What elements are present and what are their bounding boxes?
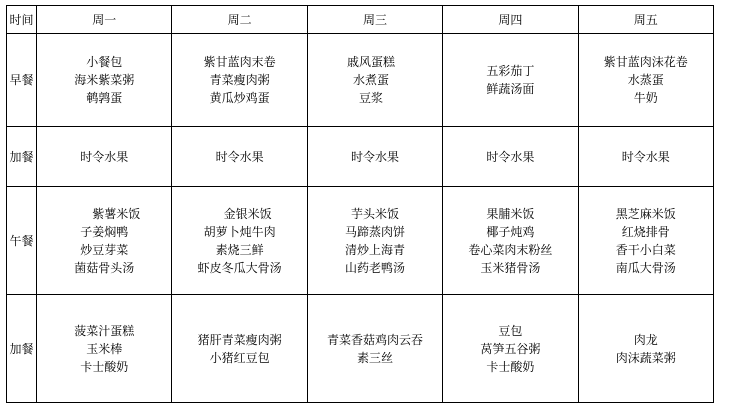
afternoon-snack-row — [7, 295, 714, 403]
menu-item: 卡士酸奶 — [80, 359, 129, 374]
menu-item: 豆浆 — [358, 91, 383, 105]
weekly-menu-table — [6, 5, 714, 403]
menu-items — [308, 205, 442, 277]
header-day: 周四 — [443, 6, 578, 34]
menu-cell — [37, 295, 172, 403]
menu-item: 莴笋五谷粥 — [480, 341, 541, 356]
menu-items — [579, 53, 713, 107]
menu-item: 金银米饭 — [223, 206, 272, 221]
menu-items — [37, 322, 171, 376]
menu-cell — [37, 187, 172, 295]
menu-items — [443, 322, 577, 376]
menu-item: 猪肝青菜瘦肉粥 — [197, 332, 282, 347]
menu-item: 胡萝卜炖牛肉 — [203, 224, 276, 239]
menu-item: 卷心菜肉末粉丝 — [468, 242, 553, 257]
menu-item: 炒豆芽菜 — [80, 242, 129, 257]
menu-item: 肉龙 — [633, 332, 658, 347]
menu-cell — [578, 127, 713, 187]
menu-cell — [172, 295, 307, 403]
menu-items — [579, 205, 713, 277]
menu-items — [443, 205, 577, 277]
header-row — [7, 6, 714, 34]
menu-item: 山药老鸭汤 — [344, 260, 405, 275]
menu-cell — [307, 34, 442, 127]
menu-items — [443, 62, 577, 98]
menu-item: 时令水果 — [621, 149, 670, 164]
menu-cell — [307, 295, 442, 403]
menu-item: 鲜蔬汤面 — [486, 82, 535, 96]
menu-items — [443, 148, 577, 166]
menu-cell — [37, 127, 172, 187]
menu-items — [172, 205, 306, 277]
header-day: 周一 — [37, 6, 172, 34]
menu-item: 小猪红豆包 — [209, 350, 270, 365]
menu-item: 卡士酸奶 — [486, 359, 535, 374]
menu-item: 芋头米饭 — [350, 206, 399, 221]
menu-item: 南瓜大骨汤 — [615, 260, 676, 275]
header-day: 周三 — [307, 6, 442, 34]
meal-label: 加餐 — [7, 295, 37, 403]
menu-cell — [172, 34, 307, 127]
menu-item: 时令水果 — [486, 149, 535, 164]
menu-item: 虾皮冬瓜大骨汤 — [197, 260, 282, 275]
menu-item: 红烧排骨 — [621, 224, 670, 239]
menu-cell — [578, 295, 713, 403]
menu-items — [308, 148, 442, 166]
menu-item: 香干小白菜 — [615, 242, 676, 257]
menu-item: 紫甘蓝肉沫花卷 — [603, 55, 688, 69]
menu-items — [308, 331, 442, 367]
morning-snack-row — [7, 127, 714, 187]
menu-items — [37, 148, 171, 166]
menu-cell — [172, 127, 307, 187]
breakfast-row — [7, 34, 714, 127]
menu-cell — [578, 187, 713, 295]
menu-item: 时令水果 — [350, 149, 399, 164]
menu-item: 小餐包 — [86, 55, 123, 69]
header-time: 时间 — [7, 6, 37, 34]
menu-item: 肉沫蔬菜粥 — [615, 350, 676, 365]
menu-item: 清炒上海青 — [344, 242, 405, 257]
menu-item: 玉米猪骨汤 — [480, 260, 541, 275]
menu-item: 青菜香菇鸡肉云吞 — [326, 332, 423, 347]
meal-label: 早餐 — [7, 34, 37, 127]
menu-items — [172, 53, 306, 107]
menu-items — [308, 53, 442, 107]
menu-cell — [443, 127, 578, 187]
menu-items — [579, 331, 713, 367]
menu-cell — [37, 34, 172, 127]
menu-items — [37, 53, 171, 107]
menu-item: 鹌鹑蛋 — [86, 91, 123, 105]
menu-item: 黑芝麻米饭 — [615, 206, 676, 221]
header-day: 周二 — [172, 6, 307, 34]
menu-item: 果脯米饭 — [486, 206, 535, 221]
menu-body — [7, 6, 714, 403]
meal-label: 加餐 — [7, 127, 37, 187]
menu-cell — [443, 187, 578, 295]
menu-cell — [307, 127, 442, 187]
menu-items — [37, 205, 171, 277]
menu-item: 青菜瘦肉粥 — [209, 73, 270, 87]
menu-cell — [443, 34, 578, 127]
menu-item: 椰子炖鸡 — [486, 224, 535, 239]
menu-item: 黄瓜炒鸡蛋 — [209, 91, 270, 105]
menu-item: 五彩茄丁 — [486, 64, 535, 78]
menu-cell — [307, 187, 442, 295]
meal-label: 午餐 — [7, 187, 37, 295]
menu-item: 子姜焖鸭 — [80, 224, 129, 239]
menu-item: 时令水果 — [80, 149, 129, 164]
menu-item: 水蒸蛋 — [627, 73, 664, 87]
menu-item: 玉米棒 — [86, 341, 123, 356]
menu-cell — [172, 187, 307, 295]
menu-item: 素三丝 — [356, 350, 393, 365]
menu-item: 马蹄蒸肉饼 — [344, 224, 405, 239]
menu-item: 菠菜汁蛋糕 — [74, 323, 135, 338]
menu-item: 素烧三鲜 — [215, 242, 264, 257]
menu-item: 紫甘蓝肉末卷 — [203, 55, 276, 69]
menu-cell — [443, 295, 578, 403]
menu-item: 海米紫菜粥 — [74, 73, 135, 87]
menu-item: 水煮蛋 — [352, 73, 389, 87]
menu-items — [579, 148, 713, 166]
header-day: 周五 — [578, 6, 713, 34]
menu-items — [172, 148, 306, 166]
menu-item: 紫薯米饭 — [92, 206, 141, 221]
menu-item: 时令水果 — [215, 149, 264, 164]
menu-item: 戚风蛋糕 — [346, 55, 395, 69]
menu-item: 牛奶 — [633, 91, 658, 105]
menu-item: 菌菇骨头汤 — [74, 260, 135, 275]
menu-item: 豆包 — [498, 323, 523, 338]
menu-items — [172, 331, 306, 367]
lunch-row — [7, 187, 714, 295]
menu-cell — [578, 34, 713, 127]
